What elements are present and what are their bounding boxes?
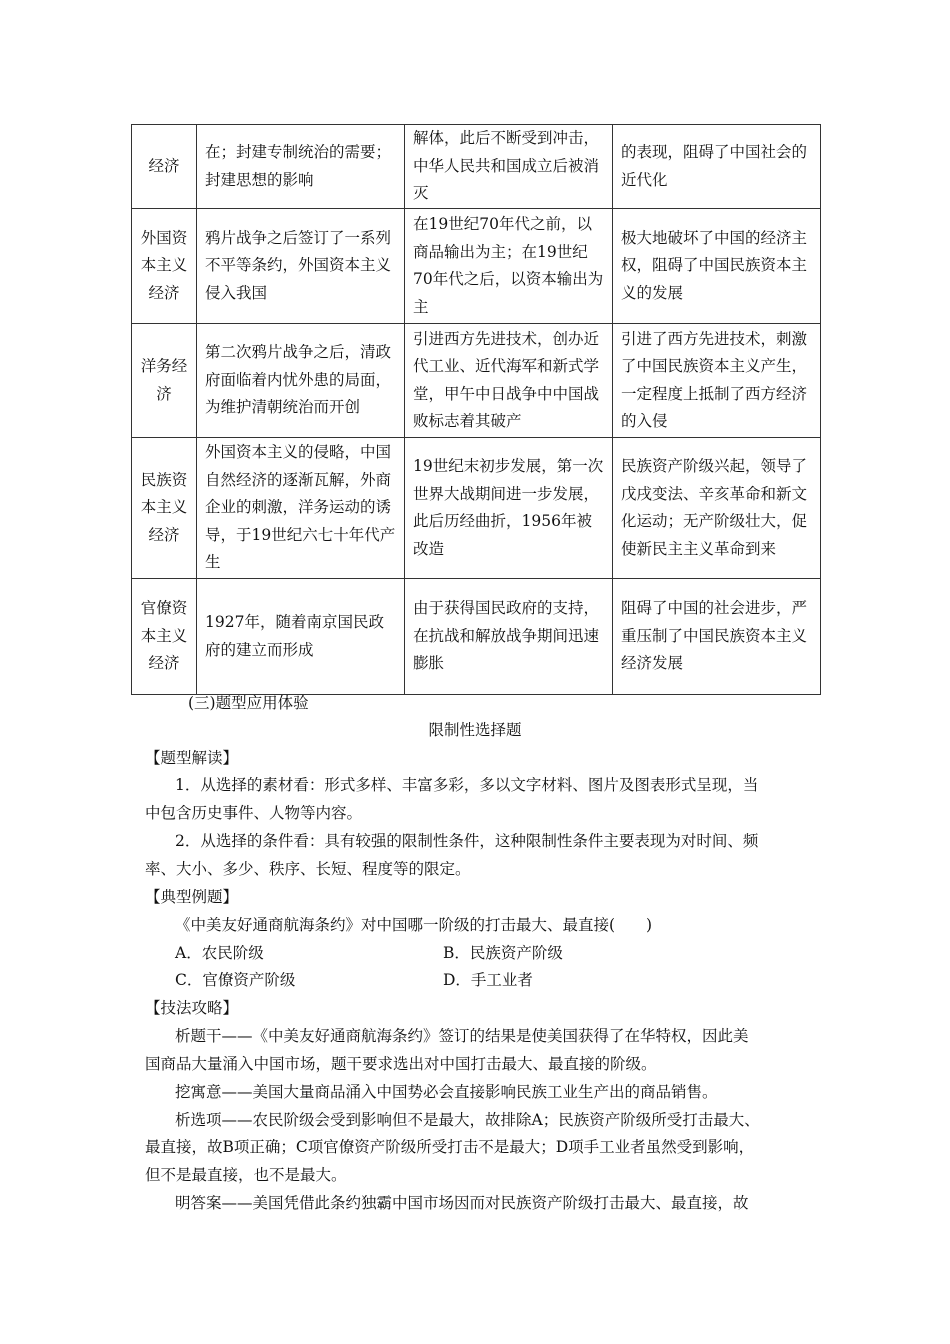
table-cell: 引进了西方先进技术，刺激了中国民族资本主义产生，一定程度上抵制了西方经济的入侵 (613, 324, 821, 438)
paragraph: 国商品大量涌入中国市场，题干要求选出对中国打击最大、最直接的阶级。 (145, 1055, 657, 1073)
paragraph: 最直接，故B项正确；C项官僚资产阶级所受打击不是最大；D项手工业者虽然受到影响， (145, 1138, 755, 1156)
table-row (132, 209, 821, 324)
table-cell: 外国资本主义的侵略，中国自然经济的逐渐瓦解，外商企业的刺激，洋务运动的诱导，于19世纪六七十年代产生 (197, 438, 405, 579)
paragraph: 1．从选择的素材看：形式多样、丰富多彩，多以文字材料、图片及图表形式呈现，当 (175, 776, 759, 794)
jiedu-title: 【题型解读】 (145, 749, 239, 767)
option-b: B．民族资产阶级 (443, 944, 563, 962)
table-cell: 引进西方先进技术，创办近代工业、近代海军和新式学堂，甲午中日战争中中国战败标志着其破产 (405, 324, 613, 438)
paragraph: 析题干——《中美友好通商航海条约》签订的结果是使美国获得了在华特权，因此美 (175, 1027, 749, 1045)
liti-title: 【典型例题】 (145, 888, 239, 906)
table-cell: 1927年，随着南京国民政府的建立而形成 (197, 579, 405, 695)
table-cell: 民族资产阶级兴起，领导了戊戌变法、辛亥革命和新文化运动；无产阶级壮大，促使新民主主义革命到来 (613, 438, 821, 579)
table-cell: 鸦片战争之后签订了一系列不平等条约，外国资本主义侵入我国 (197, 209, 405, 324)
paragraph: 但不是最直接，也不是最大。 (145, 1166, 347, 1184)
option-a: A．农民阶级 (175, 944, 264, 962)
table-cell: 解体，此后不断受到冲击，中华人民共和国成立后被消灭 (405, 125, 613, 209)
table-cell: 在19世纪70年代之前，以商品输出为主；在19世纪70年代之后，以资本输出为主 (405, 209, 613, 324)
table-cell: 第二次鸦片战争之后，清政府面临着内忧外患的局面，为维护清朝统治而开创 (197, 324, 405, 438)
table-row (132, 579, 821, 695)
option-d: D．手工业者 (443, 971, 533, 989)
table-cell: 在；封建专制统治的需要；封建思想的影响 (197, 125, 405, 209)
table-cell: 外国资本主义经济 (132, 209, 197, 324)
paragraph: 率、大小、多少、秩序、长短、程度等的限定。 (145, 860, 471, 878)
table-row (132, 125, 821, 209)
economy-table (131, 124, 821, 695)
paragraph: 中包含历史事件、人物等内容。 (145, 804, 363, 822)
section-label: (三)题型应用体验 (188, 694, 309, 712)
paragraph: 挖寓意——美国大量商品涌入中国势必会直接影响民族工业生产出的商品销售。 (175, 1083, 718, 1101)
table-cell: 19世纪末初步发展，第一次世界大战期间进一步发展，此后历经曲折，1956年被改造 (405, 438, 613, 579)
table-cell: 的表现，阻碍了中国社会的近代化 (613, 125, 821, 209)
table-cell: 洋务经济 (132, 324, 197, 438)
table-row (132, 324, 821, 438)
jifa-title: 【技法攻略】 (145, 999, 239, 1017)
table-row (132, 438, 821, 579)
paragraph: 析选项——农民阶级会受到影响但不是最大，故排除A；民族资产阶级所受打击最大、 (175, 1111, 760, 1129)
table-cell: 极大地破坏了中国的经济主权，阻碍了中国民族资本主义的发展 (613, 209, 821, 324)
paragraph: 2．从选择的条件看：具有较强的限制性条件，这种限制性条件主要表现为对时间、频 (175, 832, 759, 850)
table-cell: 由于获得国民政府的支持，在抗战和解放战争期间迅速膨胀 (405, 579, 613, 695)
table-cell: 经济 (132, 125, 197, 209)
table-cell: 民族资本主义经济 (132, 438, 197, 579)
table-cell: 阻碍了中国的社会进步，严重压制了中国民族资本主义经济发展 (613, 579, 821, 695)
question: 《中美友好通商航海条约》对中国哪一阶级的打击最大、最直接( ) (175, 916, 653, 934)
section-heading: 限制性选择题 (428, 721, 522, 739)
option-c: C．官僚资产阶级 (175, 971, 296, 989)
table-cell: 官僚资本主义经济 (132, 579, 197, 695)
paragraph: 明答案——美国凭借此条约独霸中国市场因而对民族资产阶级打击最大、最直接，故 (175, 1194, 749, 1212)
